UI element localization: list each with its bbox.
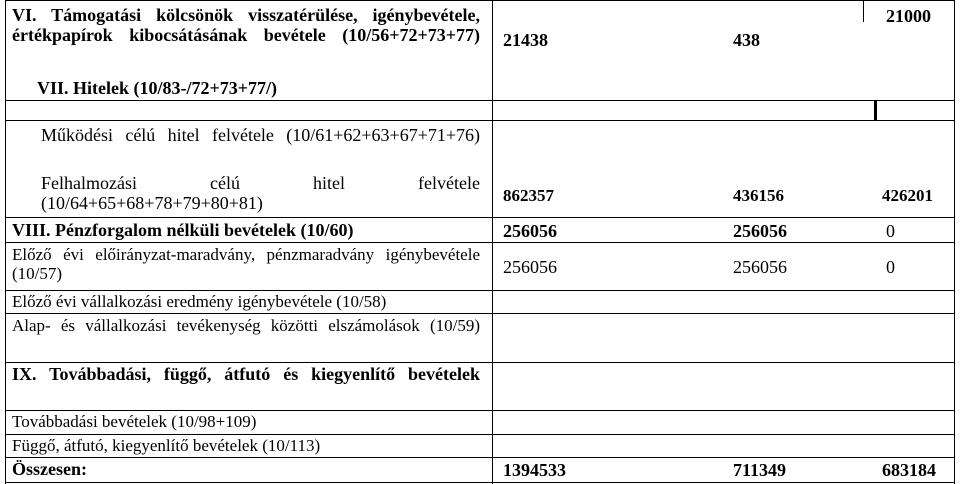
row-label: VI. Támogatási kölcsönök visszatérülése, igénybevétele, értékpapírok kibocsátásának bevétele (10/56+72+73+77) xyxy=(12,5,480,46)
row-line-6 xyxy=(5,313,955,314)
total-value: 683184 xyxy=(882,460,936,480)
row-value: 426201 xyxy=(882,186,933,205)
row-line-2 xyxy=(5,120,955,121)
total-value: 1394533 xyxy=(503,460,566,480)
row-value: 0 xyxy=(886,221,895,241)
row-value: 0 xyxy=(886,257,895,277)
column-divider-mark xyxy=(874,100,877,120)
row-label: Felhalmozási célú hitel felvétele (10/64+65+68+78+79+80+81) xyxy=(41,173,480,214)
row-value: 256056 xyxy=(503,257,557,277)
row-label: Előző évi vállalkozási eredmény igénybevétele (10/58) xyxy=(12,292,387,311)
row-label: Működési célú hitel felvétele (10/61+62+63+67+71+76) xyxy=(41,125,480,145)
row-line-4 xyxy=(5,242,955,243)
row-line-3 xyxy=(5,217,955,218)
row-label: Továbbadási bevételek (10/98+109) xyxy=(12,412,257,431)
row-value: 436156 xyxy=(733,186,784,205)
row-line-10 xyxy=(5,457,955,458)
row-value: 256056 xyxy=(733,221,787,241)
row-value: 21438 xyxy=(503,30,548,50)
row-line-5 xyxy=(5,290,955,291)
row-label: Függő, átfutó, kiegyenlítő bevételek (10/113) xyxy=(12,436,321,455)
total-value: 711349 xyxy=(733,460,787,480)
row-label: Előző évi előirányzat-maradvány, pénzmaradvány igénybevétele (10/57) xyxy=(12,245,480,284)
column-divider-2 xyxy=(863,0,864,22)
row-label: VII. Hitelek (10/83-/72+73+77/) xyxy=(37,78,277,98)
row-label: VIII. Pénzforgalom nélküli bevételek (10/60) xyxy=(12,220,354,240)
row-value: 862357 xyxy=(503,186,554,205)
row-line-7 xyxy=(5,362,955,363)
row-value: 21000 xyxy=(886,6,931,26)
row-value: 438 xyxy=(733,30,760,50)
row-line-9 xyxy=(5,434,955,435)
row-line-bottom xyxy=(5,482,955,483)
row-line-top xyxy=(5,0,955,1)
row-label: Alap- és vállalkozási tevékenység közötti elszámolások (10/59) xyxy=(12,316,480,335)
row-line-1 xyxy=(5,100,955,101)
row-value: 256056 xyxy=(503,221,557,241)
row-label: IX. Továbbadási, függő, átfutó és kiegyenlítő bevételek xyxy=(12,364,480,384)
row-line-8 xyxy=(5,410,955,411)
row-value: 256056 xyxy=(733,257,787,277)
total-label: Összesen: xyxy=(12,459,87,479)
